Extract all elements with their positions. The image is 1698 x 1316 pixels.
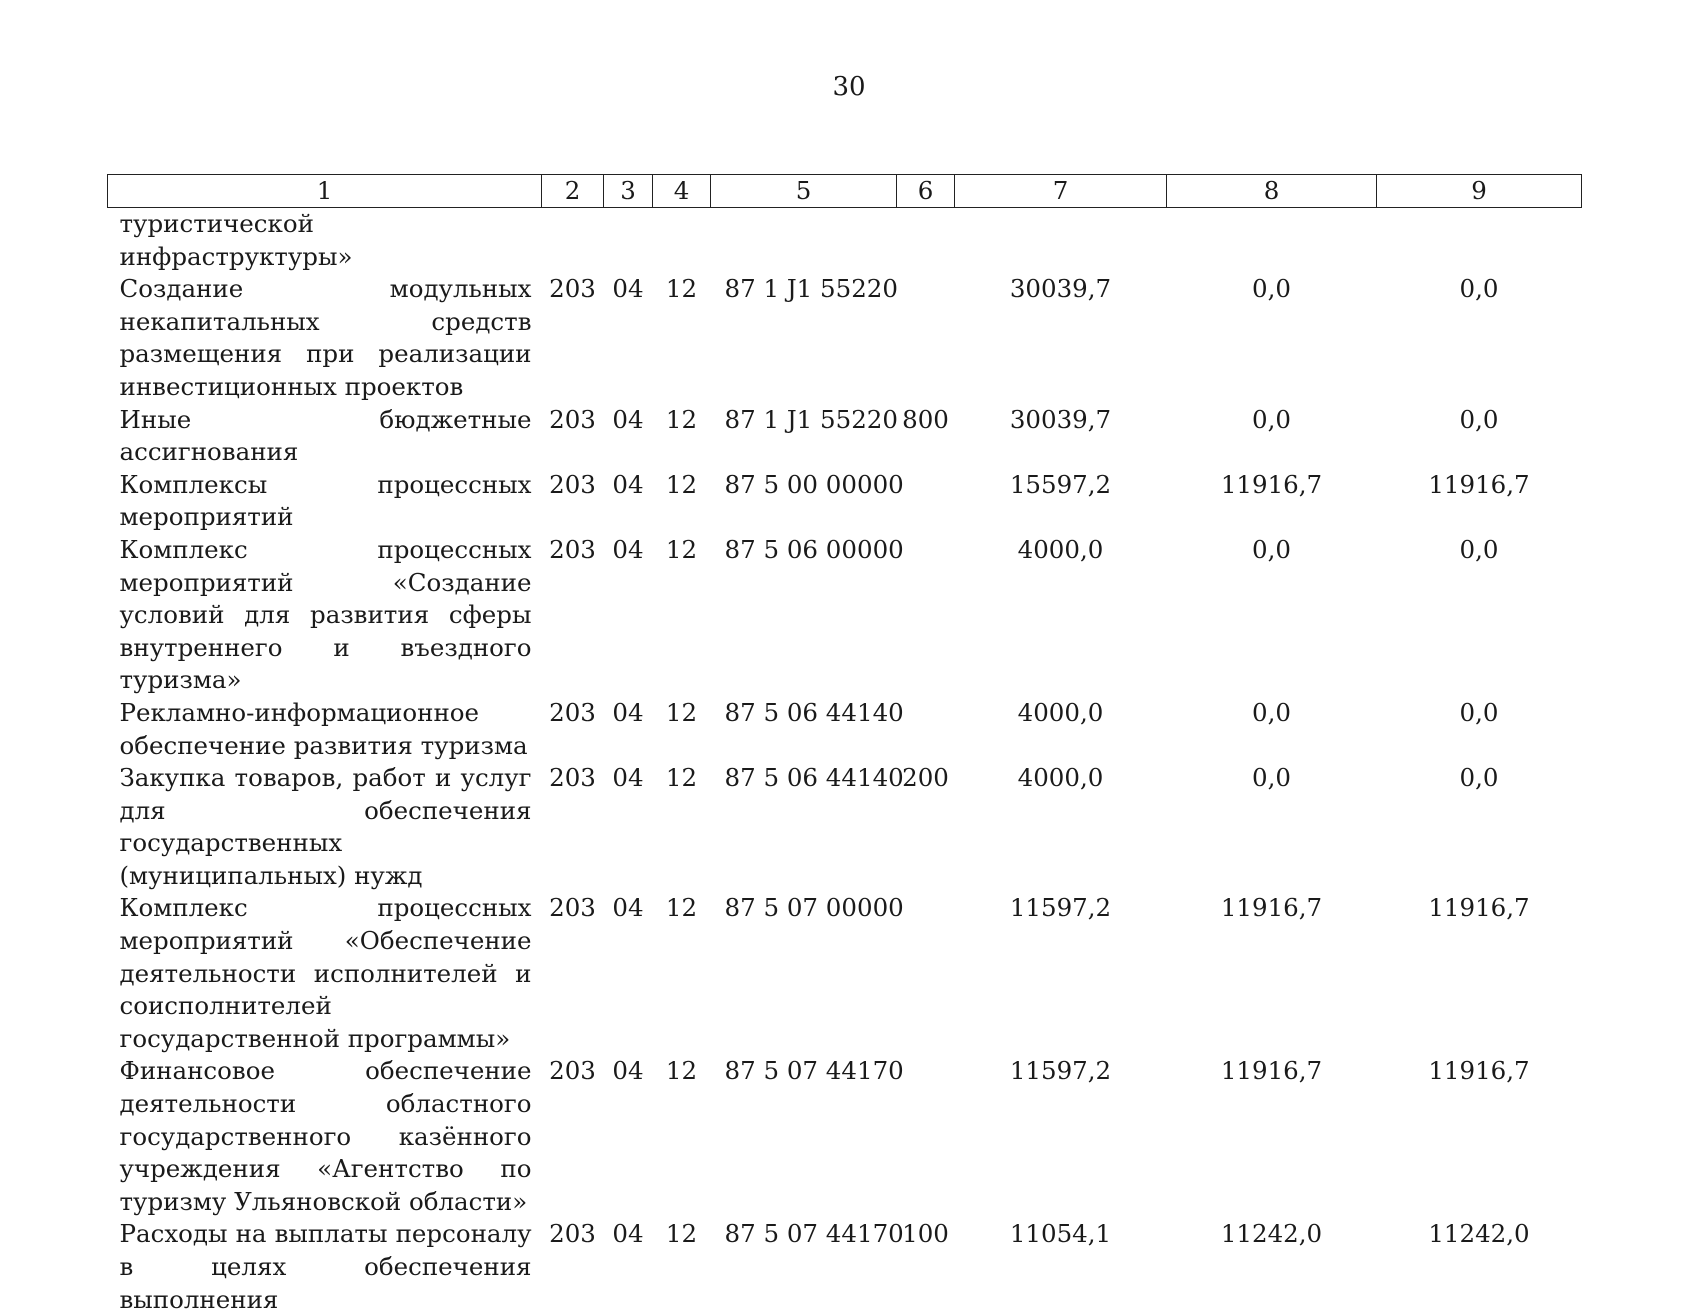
header-cell-col-7: 7 [955,175,1167,208]
ministry-code-cell: 203 [542,697,604,762]
table-row [108,469,1582,534]
target-article-cell: 87 5 06 44140 [711,762,897,892]
item-name-cell: Рекламно-информационное обеспечение развития туризма [108,697,542,762]
amount-col-7-cell: 15597,2 [955,469,1167,534]
amount-col-7-cell: 11054,1 [955,1218,1167,1316]
subsection-code-cell: 12 [653,892,711,1055]
item-name-cell: Финансовое обеспечение деятельности областного государственного казённого учреждения «Агентство по туризму Ульяновской области» [108,1055,542,1218]
target-article-cell: 87 5 00 00000 [711,469,897,534]
subsection-code-cell: 12 [653,1218,711,1316]
header-cell-col-3: 3 [604,175,653,208]
header-row [108,175,1582,208]
table-row [108,208,1582,274]
section-code-cell [604,208,653,274]
target-article-cell: 87 5 07 44170 [711,1055,897,1218]
ministry-code-cell: 203 [542,762,604,892]
subsection-code-cell [653,208,711,274]
ministry-code-cell: 203 [542,404,604,469]
expense-type-cell [897,534,955,697]
amount-col-7-cell: 30039,7 [955,404,1167,469]
section-code-cell: 04 [604,273,653,403]
subsection-code-cell: 12 [653,1055,711,1218]
item-name-cell: Комплекс процессных мероприятий «Создание условий для развития сферы внутреннего и въездного туризма» [108,534,542,697]
item-name-cell: Создание модульных некапитальных средств размещения при реализации инвестиционных проектов [108,273,542,403]
subsection-code-cell: 12 [653,273,711,403]
amount-col-9-cell: 0,0 [1377,697,1582,762]
section-code-cell: 04 [604,534,653,697]
amount-col-8-cell: 0,0 [1167,762,1377,892]
table-row [108,273,1582,403]
subsection-code-cell: 12 [653,534,711,697]
amount-col-7-cell: 30039,7 [955,273,1167,403]
header-cell-col-2: 2 [542,175,604,208]
amount-col-9-cell: 11916,7 [1377,1055,1582,1218]
page-number: 30 [0,74,1698,100]
amount-col-7-cell: 4000,0 [955,534,1167,697]
amount-col-8-cell: 11916,7 [1167,469,1377,534]
expense-type-cell [897,697,955,762]
subsection-code-cell: 12 [653,697,711,762]
expense-type-cell: 100 [897,1218,955,1316]
table-row [108,1055,1582,1218]
table-row [108,892,1582,1055]
section-code-cell: 04 [604,469,653,534]
target-article-cell [711,208,897,274]
item-name-cell: туристической инфраструктуры» [108,208,542,274]
header-cell-col-9: 9 [1377,175,1582,208]
expense-type-cell [897,1055,955,1218]
amount-col-8-cell: 11916,7 [1167,892,1377,1055]
expense-type-cell [897,273,955,403]
table-row [108,762,1582,892]
item-name-cell: Закупка товаров, работ и услуг для обеспечения государственных (муниципальных) нужд [108,762,542,892]
section-code-cell: 04 [604,1218,653,1316]
subsection-code-cell: 12 [653,762,711,892]
amount-col-8-cell: 0,0 [1167,697,1377,762]
amount-col-8-cell: 0,0 [1167,273,1377,403]
section-code-cell: 04 [604,404,653,469]
expense-type-cell: 800 [897,404,955,469]
header-cell-col-5: 5 [711,175,897,208]
expense-type-cell: 200 [897,762,955,892]
header-cell-col-1: 1 [108,175,542,208]
amount-col-9-cell: 11916,7 [1377,469,1582,534]
table-body [108,208,1582,1316]
header-cell-col-4: 4 [653,175,711,208]
budget-table [107,174,1582,1316]
amount-col-9-cell [1377,208,1582,274]
ministry-code-cell: 203 [542,534,604,697]
amount-col-7-cell: 4000,0 [955,697,1167,762]
item-name-cell: Иные бюджетные ассигнования [108,404,542,469]
table-header [108,175,1582,208]
item-name-cell: Комплексы процессных мероприятий [108,469,542,534]
subsection-code-cell: 12 [653,469,711,534]
item-name-cell: Комплекс процессных мероприятий «Обеспечение деятельности исполнителей и соисполнителей государственной программы» [108,892,542,1055]
section-code-cell: 04 [604,1055,653,1218]
table-row [108,534,1582,697]
amount-col-7-cell: 11597,2 [955,1055,1167,1218]
amount-col-8-cell: 11916,7 [1167,1055,1377,1218]
ministry-code-cell: 203 [542,273,604,403]
subsection-code-cell: 12 [653,404,711,469]
ministry-code-cell [542,208,604,274]
section-code-cell: 04 [604,697,653,762]
amount-col-9-cell: 11242,0 [1377,1218,1582,1316]
amount-col-8-cell: 0,0 [1167,534,1377,697]
amount-col-8-cell: 11242,0 [1167,1218,1377,1316]
amount-col-7-cell: 11597,2 [955,892,1167,1055]
expense-type-cell [897,892,955,1055]
amount-col-9-cell: 11916,7 [1377,892,1582,1055]
target-article-cell: 87 5 06 44140 [711,697,897,762]
target-article-cell: 87 5 07 44170 [711,1218,897,1316]
expense-type-cell [897,469,955,534]
amount-col-9-cell: 0,0 [1377,762,1582,892]
header-cell-col-8: 8 [1167,175,1377,208]
ministry-code-cell: 203 [542,469,604,534]
amount-col-7-cell: 4000,0 [955,762,1167,892]
amount-col-9-cell: 0,0 [1377,534,1582,697]
table-row [108,404,1582,469]
table-row [108,1218,1582,1316]
target-article-cell: 87 5 06 00000 [711,534,897,697]
ministry-code-cell: 203 [542,892,604,1055]
amount-col-9-cell: 0,0 [1377,404,1582,469]
expense-type-cell [897,208,955,274]
amount-col-7-cell [955,208,1167,274]
section-code-cell: 04 [604,762,653,892]
section-code-cell: 04 [604,892,653,1055]
amount-col-8-cell [1167,208,1377,274]
table-row [108,697,1582,762]
target-article-cell: 87 1 J1 55220 [711,404,897,469]
ministry-code-cell: 203 [542,1055,604,1218]
amount-col-9-cell: 0,0 [1377,273,1582,403]
ministry-code-cell: 203 [542,1218,604,1316]
amount-col-8-cell: 0,0 [1167,404,1377,469]
target-article-cell: 87 1 J1 55220 [711,273,897,403]
header-cell-col-6: 6 [897,175,955,208]
item-name-cell: Расходы на выплаты персоналу в целях обеспечения выполнения [108,1218,542,1316]
target-article-cell: 87 5 07 00000 [711,892,897,1055]
